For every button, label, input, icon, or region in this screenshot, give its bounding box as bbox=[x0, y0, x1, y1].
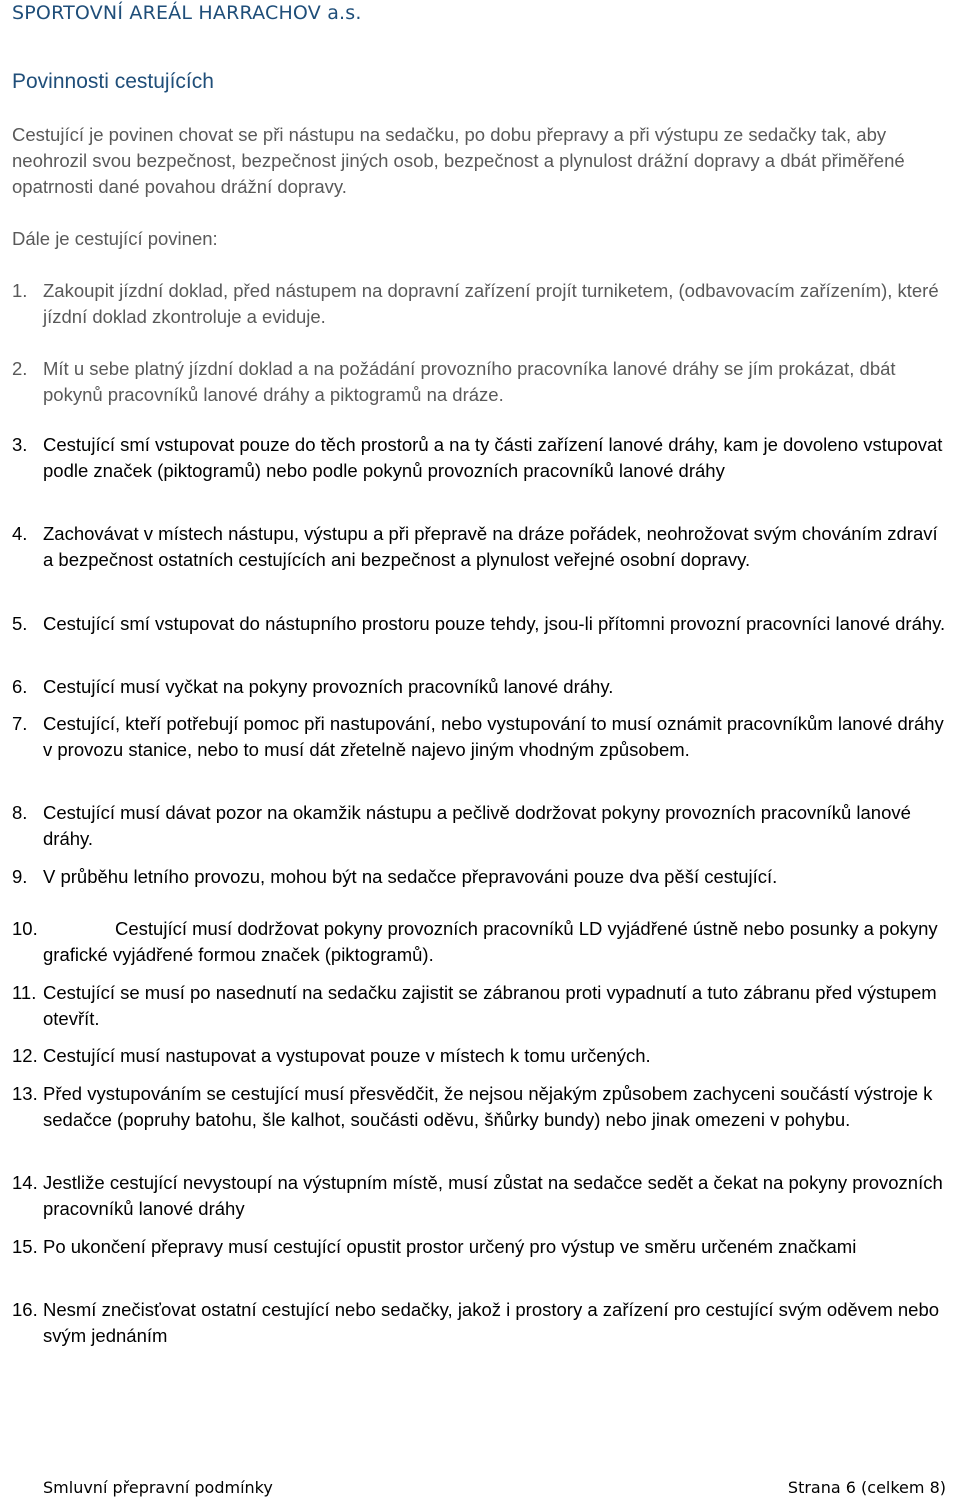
item-number: 16. bbox=[12, 1299, 38, 1320]
item-text: Zakoupit jízdní doklad, před nástupem na dopravní zařízení projít turniketem, (odbavovacím zařízením), které jízdní doklad zkontroluje a eviduje. bbox=[43, 280, 939, 327]
list-item-8 bbox=[12, 800, 952, 852]
item-number: 11. bbox=[12, 982, 37, 1003]
list-item-15 bbox=[12, 1234, 952, 1260]
item-number: 15. bbox=[12, 1236, 38, 1257]
item-text: Cestující musí dávat pozor na okamžik nástupu a pečlivě dodržovat pokyny provozních pracovníků lanové dráhy. bbox=[43, 802, 911, 849]
list-item-3 bbox=[12, 432, 952, 484]
list-item-16 bbox=[12, 1297, 952, 1349]
item-number: 10. bbox=[12, 918, 38, 939]
list-item-10 bbox=[12, 916, 952, 968]
list-item-5 bbox=[12, 611, 952, 637]
list-item-9 bbox=[12, 864, 952, 890]
item-number: 12. bbox=[12, 1045, 38, 1066]
item-text: Mít u sebe platný jízdní doklad a na požádání provozního pracovníka lanové dráhy se jím prokázat, dbát pokynů pracovníků lanové dráhy a piktogramů na dráze. bbox=[43, 358, 896, 405]
footer-document-title: Smluvní přepravní podmínky bbox=[43, 1478, 273, 1497]
footer-page-number: Strana 6 (celkem 8) bbox=[787, 1478, 946, 1497]
item-text: Cestující se musí po nasednutí na sedačku zajistit se zábranou proti vypadnutí a tuto zábranu před výstupem otevřít. bbox=[43, 982, 937, 1029]
item-number: 14. bbox=[12, 1172, 38, 1193]
item-text: Před vystupováním se cestující musí přesvědčit, že nejsou nějakým způsobem zachyceni součástí výstroje k sedačce (popruhy batohu, šle kalhot, součásti oděvu, šňůrky bundy) nebo jinak omezeni v pohybu. bbox=[43, 1083, 933, 1130]
item-text: Po ukončení přepravy musí cestující opustit prostor určený pro výstup ve směru určeném značkami bbox=[43, 1236, 857, 1257]
item-text: V průběhu letního provozu, mohou být na sedačce přepravováni pouze dva pěší cestující. bbox=[43, 866, 778, 887]
item-number: 7. bbox=[12, 713, 28, 734]
list-item-12 bbox=[12, 1043, 952, 1069]
document-header: SPORTOVNÍ AREÁL HARRACHOV a.s. bbox=[12, 2, 362, 24]
list-item-4 bbox=[12, 521, 952, 573]
list-item-1 bbox=[12, 278, 952, 330]
list-item-13 bbox=[12, 1081, 952, 1133]
list-item-7 bbox=[12, 711, 952, 763]
list-item-6 bbox=[12, 674, 952, 700]
item-number: 9. bbox=[12, 866, 28, 887]
intro-paragraph: Cestující je povinen chovat se při nástupu na sedačku, po dobu přepravy a při výstupu ze sedačky tak, aby neohrozil svou bezpečnost, bezpečnost jiných osob, bezpečnost a plynulost drážní dopravy a dbát přiměřené opatrnosti dané povahou drážní dopravy. bbox=[12, 124, 905, 197]
item-text: Cestující smí vstupovat do nástupního prostoru pouze tehdy, jsou-li přítomni provozní pracovníci lanové dráhy. bbox=[43, 613, 946, 634]
item-text: Nesmí znečisťovat ostatní cestující nebo sedačky, jakož i prostory a zařízení pro cestující svým oděvem nebo svým jednáním bbox=[43, 1299, 940, 1346]
item-text: Cestující, kteří potřebují pomoc při nastupování, nebo vystupování to musí oznámit pracovníkům lanové dráhy v provozu stanice, nebo to musí dát zřetelně najevo jiným vhodným způsobem. bbox=[43, 713, 944, 760]
section-title: Povinnosti cestujících bbox=[12, 70, 214, 93]
item-number: 2. bbox=[12, 358, 28, 379]
item-text: Cestující musí dodržovat pokyny provozních pracovníků LD vyjádřené ústně nebo posunky a pokyny grafické vyjádřené formou značek (piktogramů). bbox=[43, 918, 938, 965]
item-text: Zachovávat v místech nástupu, výstupu a při přepravě na dráze pořádek, neohrožovat svým chováním zdraví a bezpečnost ostatních cestujících ani bezpečnost a plynulost veřejné osobní dopravy. bbox=[43, 523, 938, 570]
item-number: 13. bbox=[12, 1083, 38, 1104]
item-number: 3. bbox=[12, 434, 28, 455]
item-text: Cestující smí vstupovat pouze do těch prostorů a na ty části zařízení lanové dráhy, kam je dovoleno vstupovat podle značek (piktogramů) nebo podle pokynů provozních pracovníků lanové dráhy bbox=[43, 434, 943, 481]
list-item-2 bbox=[12, 356, 952, 408]
list-item-14 bbox=[12, 1170, 952, 1222]
item-text: Cestující musí vyčkat na pokyny provozních pracovníků lanové dráhy. bbox=[43, 676, 614, 697]
item-number: 8. bbox=[12, 802, 28, 823]
duties-lead: Dále je cestující povinen: bbox=[12, 228, 218, 249]
item-number: 6. bbox=[12, 676, 28, 697]
list-item-11 bbox=[12, 980, 952, 1032]
item-number: 5. bbox=[12, 613, 28, 634]
item-number: 1. bbox=[12, 280, 28, 301]
item-number: 4. bbox=[12, 523, 28, 544]
item-text: Jestliže cestující nevystoupí na výstupním místě, musí zůstat na sedačce sedět a čekat na pokyny provozních pracovníků lanové dráhy bbox=[43, 1172, 943, 1219]
item-text: Cestující musí nastupovat a vystupovat pouze v místech k tomu určených. bbox=[43, 1045, 651, 1066]
